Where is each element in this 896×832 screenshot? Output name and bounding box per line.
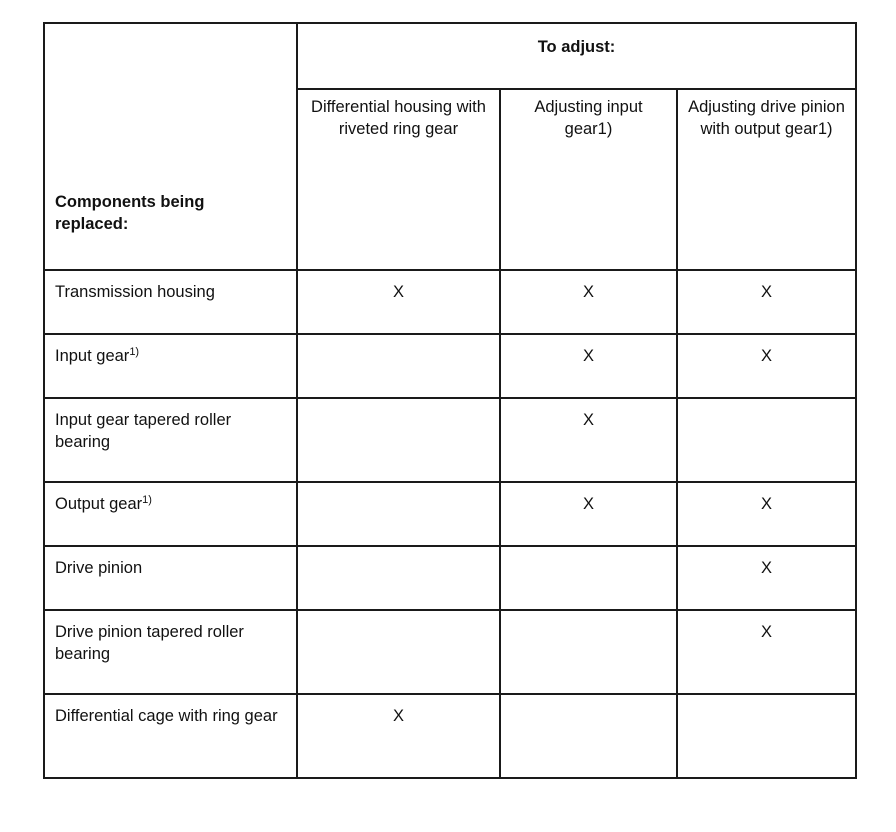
mark-x <box>501 547 676 557</box>
component-label <box>45 483 296 515</box>
mark-x: X <box>760 347 772 365</box>
mark-cell <box>297 482 500 546</box>
component-cell <box>44 694 297 778</box>
component-label <box>45 695 296 727</box>
component-name: Drive pinion <box>55 559 143 577</box>
mark-cell <box>677 546 856 610</box>
component-cell <box>44 398 297 482</box>
mark-x <box>298 483 499 493</box>
mark-cell <box>500 482 677 546</box>
column-header-cell <box>297 89 500 270</box>
mark-cell <box>297 270 500 334</box>
component-name: Output gear <box>55 495 143 513</box>
mark-cell <box>677 270 856 334</box>
mark-x: X <box>760 495 772 513</box>
header-row-top <box>44 23 856 89</box>
mark-cell <box>500 546 677 610</box>
mark-cell <box>500 694 677 778</box>
component-label <box>45 335 296 367</box>
component-name: Input gear <box>55 347 130 365</box>
mark-x <box>298 399 499 409</box>
table-row <box>44 482 856 546</box>
mark-x: X <box>582 347 594 365</box>
mark-x: X <box>582 411 594 429</box>
component-cell <box>44 482 297 546</box>
mark-cell <box>500 610 677 694</box>
mark-cell <box>297 694 500 778</box>
column-header-cell <box>500 89 677 270</box>
table-row <box>44 398 856 482</box>
mark-x: X <box>582 283 594 301</box>
mark-cell <box>677 398 856 482</box>
component-cell <box>44 270 297 334</box>
components-header-label: Components being replaced: <box>55 193 205 233</box>
mark-cell <box>297 546 500 610</box>
mark-x: X <box>392 283 404 301</box>
mark-cell <box>677 334 856 398</box>
column-header-drive-pinion: Adjusting drive pinion with output gear1) <box>688 98 845 138</box>
mark-x <box>298 611 499 621</box>
component-cell <box>44 546 297 610</box>
component-label <box>45 547 296 579</box>
mark-x <box>501 611 676 621</box>
table-row <box>44 610 856 694</box>
mark-x <box>298 547 499 557</box>
adjustment-table <box>43 22 857 779</box>
column-header-cell <box>677 89 856 270</box>
mark-x: X <box>760 559 772 577</box>
to-adjust-header-label: To adjust: <box>537 38 616 56</box>
component-name: Differential cage with ring gear <box>55 707 278 725</box>
table-row <box>44 270 856 334</box>
component-cell <box>44 610 297 694</box>
mark-cell <box>677 694 856 778</box>
footnote-marker: 1) <box>129 346 140 358</box>
mark-cell <box>500 270 677 334</box>
component-label <box>45 399 296 453</box>
table-body <box>44 23 856 778</box>
mark-x <box>501 695 676 705</box>
component-name: Input gear tapered roller bearing <box>55 411 232 451</box>
mark-cell <box>500 334 677 398</box>
mark-x <box>678 695 855 705</box>
mark-cell <box>677 610 856 694</box>
mark-cell <box>297 398 500 482</box>
mark-x: X <box>760 623 772 641</box>
mark-x <box>678 399 855 409</box>
mark-cell <box>297 334 500 398</box>
table-row <box>44 334 856 398</box>
table-row <box>44 694 856 778</box>
component-label <box>45 271 296 303</box>
components-header-cell <box>44 23 297 270</box>
column-header-differential: Differential housing with riveted ring gear <box>311 98 486 138</box>
mark-x: X <box>760 283 772 301</box>
mark-cell <box>677 482 856 546</box>
table-row <box>44 546 856 610</box>
component-name: Transmission housing <box>55 283 215 301</box>
component-cell <box>44 334 297 398</box>
mark-cell <box>500 398 677 482</box>
footnote-marker: 1) <box>142 494 152 506</box>
mark-x: X <box>392 707 404 725</box>
mark-cell <box>297 610 500 694</box>
component-name: Drive pinion tapered roller bearing <box>55 623 244 663</box>
mark-x <box>298 335 499 345</box>
to-adjust-header-cell <box>297 23 856 89</box>
component-label <box>45 611 296 665</box>
mark-x: X <box>582 495 594 513</box>
column-header-input-gear: Adjusting input gear1) <box>534 98 643 138</box>
